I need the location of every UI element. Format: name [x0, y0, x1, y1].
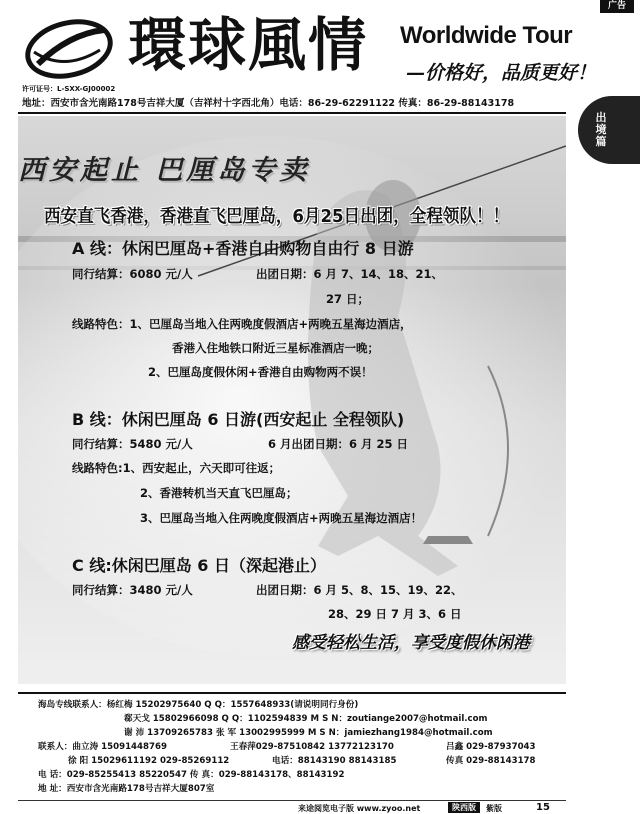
footer-divider — [18, 800, 566, 801]
contact-line-3: 谢 沛 13709265783 张 军 13002995999 M S N：jamiezhang1984@hotmail.com — [124, 728, 493, 738]
contact-line-4c: 吕鑫 029-87937043 — [446, 742, 536, 752]
route-b-feature-1: 线路特色:1、西安起止，六天即可往返； — [72, 461, 281, 475]
route-c-dates-cont: 28、29 日 7 月 3、6 日 — [328, 607, 462, 621]
contact-line-4a: 联系人：曲立涛 15091448769 — [38, 742, 167, 752]
footer-website: 来途阅览电子版 www.zyoo.net — [298, 804, 421, 813]
page-number: 15 — [536, 802, 550, 813]
route-b-feature-2: 2、香港转机当天直飞巴厘岛； — [140, 486, 298, 500]
contact-line-5c: 传真 029-88143178 — [446, 756, 536, 766]
route-c-title: C 线:休闲巴厘岛 6 日（深起港止） — [72, 556, 326, 575]
route-a-feature-2: 2、巴厘岛度假休闲+香港自由购物两不误！ — [148, 365, 373, 379]
main-title: 西安起止 巴厘岛专卖 — [18, 155, 311, 186]
contact-address: 地 址：西安市含光南路178号吉祥大厦807室 — [38, 784, 215, 794]
company-address: 地址：西安市含光南路178号吉祥大厦（吉祥村十字西北角）电话：86-29-62291122 传真：86-29-88143178 — [22, 98, 515, 109]
footer-edition: 紫版 — [486, 804, 502, 813]
contact-line-2: 郗天戈 15802966098 Q Q：1102594839 M S N：zoutiange2007@hotmail.com — [124, 714, 488, 724]
license-number: 许可证号：L-SXX-GJ00002 — [22, 85, 116, 93]
contact-line-5a: 徐 阳 15029611192 029-85269112 — [68, 756, 230, 766]
ad-tag: 广告 — [600, 0, 634, 13]
route-a-feature-1: 线路特色：1、巴厘岛当地入住两晚度假酒店+两晚五星海边酒店， — [72, 317, 412, 331]
route-c-dates: 出团日期：6 月 5、8、15、19、22、 — [256, 583, 463, 597]
header-divider — [18, 112, 566, 114]
brand-name-cn: 環球風情 — [128, 11, 369, 79]
route-c-price: 同行结算：3480 元/人 — [72, 583, 193, 597]
footer-edition-badge: 陕西版 — [448, 802, 480, 813]
tagline: 感受轻松生活，享受度假休闲港 — [292, 633, 530, 653]
route-a-title: A 线：休闲巴厘岛+香港自由购物自由行 8 日游 — [72, 239, 414, 258]
route-b-feature-3: 3、巴厘岛当地入住两晚度假酒店+两晚五星海边酒店！ — [140, 511, 423, 525]
contacts-divider — [18, 692, 566, 694]
contact-line-1: 海岛专线联系人：杨红梅 15202975640 Q Q：1557648933(请说明同行身份) — [38, 700, 359, 710]
promo-headline: 西安直飞香港，香港直飞巴厘岛，6月25日出团，全程领队！！ — [44, 206, 510, 227]
route-b-title: B 线：休闲巴厘岛 6 日游(西安起止 全程领队) — [72, 410, 405, 429]
route-a-feature-1b: 香港入住地铁口附近三星标准酒店一晚； — [172, 341, 379, 355]
route-a-price: 同行结算：6080 元/人 — [72, 267, 193, 281]
contact-line-5b: 电话：88143190 88143185 — [272, 756, 397, 766]
route-a-dates-cont: 27 日； — [326, 292, 370, 306]
brand-slogan: —价格好，品质更好！ — [406, 62, 597, 84]
route-a-dates: 出团日期：6 月 7、14、18、21、 — [256, 267, 444, 281]
route-b-dates: 6 月出团日期：6 月 25 日 — [268, 437, 409, 451]
brand-name-en: Worldwide Tour — [400, 22, 573, 49]
globe-logo-icon — [24, 16, 114, 82]
contact-line-4b: 王春萍029-87510842 13772123170 — [230, 742, 394, 752]
route-b-price: 同行结算：5480 元/人 — [72, 437, 193, 451]
contact-phone-fax: 电 话：029-85255413 85220547 传 真：029-88143178、88143192 — [38, 770, 345, 780]
section-tab-label: 出境篇 — [595, 111, 607, 148]
